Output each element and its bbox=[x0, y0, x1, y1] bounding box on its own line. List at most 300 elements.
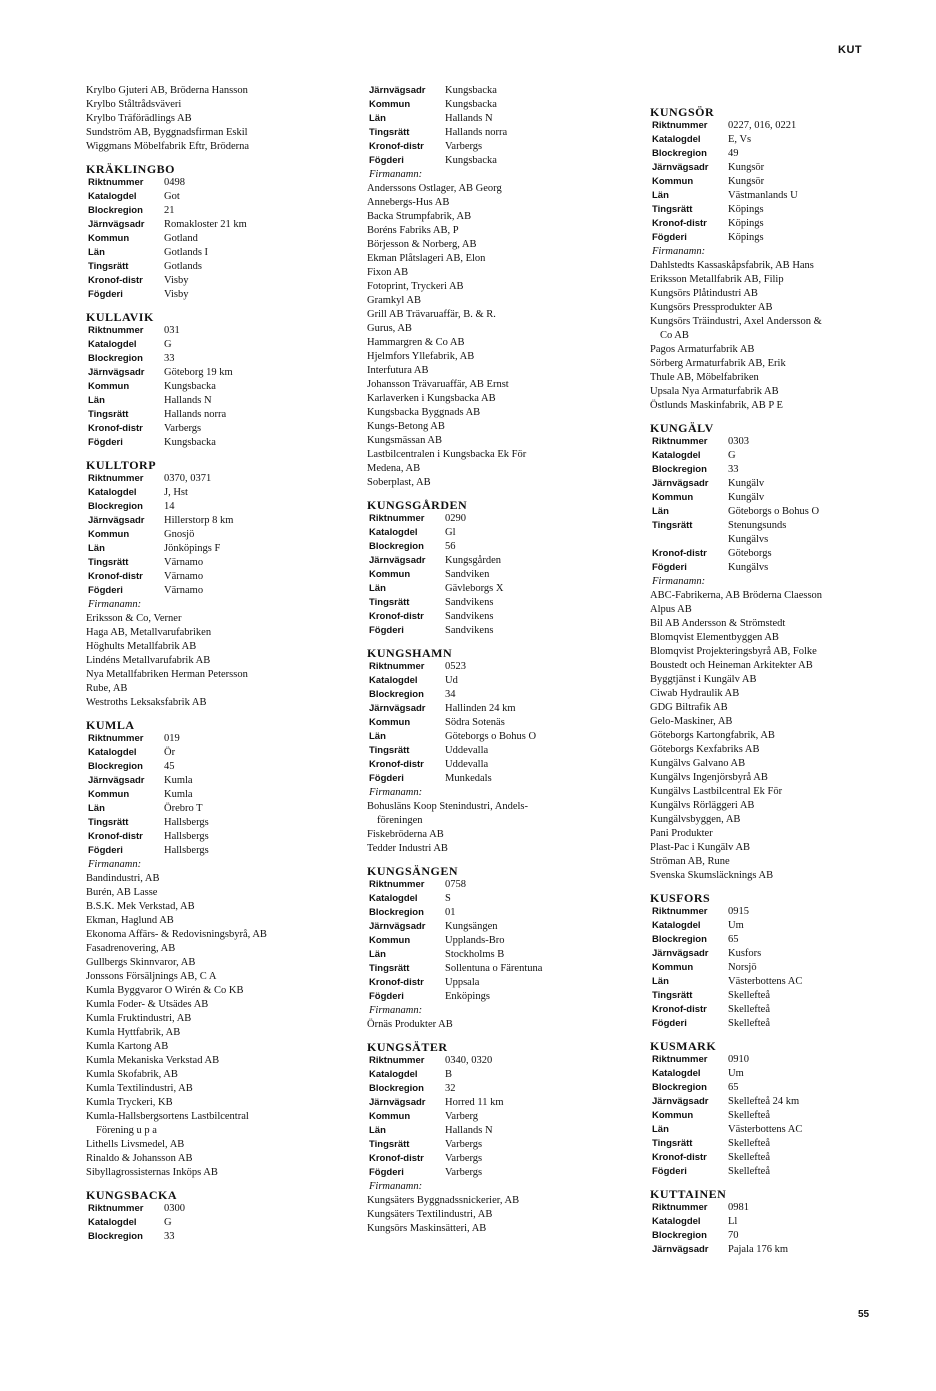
field-value: J, Hst bbox=[164, 487, 188, 498]
field-row bbox=[367, 934, 629, 948]
field-row bbox=[367, 688, 629, 702]
field-value: 0370, 0371 bbox=[164, 473, 212, 484]
field-value: Norsjö bbox=[728, 962, 757, 973]
firm-name: Kungälvs Ingenjörsbyrå AB bbox=[650, 772, 768, 783]
field-value: Hallsbergs bbox=[164, 831, 209, 842]
firm-name: Kungälvsbyggen, AB bbox=[650, 814, 741, 825]
field-value: B bbox=[445, 1069, 453, 1080]
field-value: Gl bbox=[445, 527, 456, 538]
field-value: Sandvikens bbox=[445, 625, 494, 636]
firm-name: Sibyllagrossisternas Inköps AB bbox=[86, 1167, 218, 1178]
field-row bbox=[650, 1151, 912, 1165]
field-label: Järnvägsadr bbox=[369, 921, 426, 932]
firm-name: Jonssons Försäljnings AB, C A bbox=[86, 971, 217, 982]
field-label: Blockregion bbox=[369, 541, 424, 552]
firm-name: Kungsmässan AB bbox=[367, 435, 442, 446]
field-row bbox=[650, 477, 912, 491]
firm-name: Kungälvs Rörläggeri AB bbox=[650, 800, 755, 811]
firm-name: Wiggmans Möbelfabrik Eftr, Bröderna bbox=[86, 141, 250, 152]
field-label: Fögderi bbox=[652, 562, 687, 573]
place-heading: KUNGSBACKA bbox=[86, 1188, 178, 1202]
firm-name: Sundström AB, Byggnadsfirman Eskil bbox=[86, 127, 248, 138]
firm-name: Ekonoma Affärs- & Redovisningsbyrå, AB bbox=[86, 929, 267, 940]
firm-name: Bandindustri, AB bbox=[86, 873, 160, 884]
field-row bbox=[650, 1229, 912, 1243]
field-label: Tingsrätt bbox=[88, 817, 129, 828]
field-row bbox=[86, 472, 348, 486]
firm-name: Förening u p a bbox=[96, 1125, 157, 1136]
field-value: Kumla bbox=[164, 775, 193, 786]
firm-name: Annebergs-Hus AB bbox=[367, 197, 450, 208]
field-row bbox=[650, 1081, 912, 1095]
field-value: 21 bbox=[164, 205, 175, 216]
field-value: 0290 bbox=[445, 513, 466, 524]
firm-name: Göteborgs Kartongfabrik, AB bbox=[650, 730, 775, 741]
field-value: Um bbox=[728, 920, 744, 931]
field-row bbox=[650, 189, 912, 203]
page-number: 55 bbox=[858, 1309, 870, 1320]
field-label: Järnvägsadr bbox=[88, 219, 145, 230]
field-row bbox=[367, 84, 629, 98]
firm-name: Ströman AB, Rune bbox=[650, 856, 730, 867]
field-value: Skellefteå bbox=[728, 1110, 770, 1121]
field-row bbox=[367, 1096, 629, 1110]
field-label: Län bbox=[369, 583, 386, 594]
field-value: Horred 11 km bbox=[445, 1097, 504, 1108]
firm-name: Fasadrenovering, AB bbox=[86, 943, 176, 954]
field-value: Kungsbacka bbox=[164, 437, 216, 448]
field-row bbox=[367, 540, 629, 554]
field-value: 56 bbox=[445, 541, 456, 552]
field-row bbox=[367, 772, 629, 786]
field-row bbox=[650, 933, 912, 947]
field-row bbox=[86, 274, 348, 288]
field-value: Kungsör bbox=[728, 162, 765, 173]
firm-name: Fixon AB bbox=[367, 267, 409, 278]
field-label: Riktnummer bbox=[88, 733, 144, 744]
field-label: Blockregion bbox=[369, 1083, 424, 1094]
firm-name: Sörberg Armaturfabrik AB, Erik bbox=[650, 358, 786, 369]
field-row bbox=[86, 246, 348, 260]
directory-section bbox=[86, 310, 348, 450]
field-row bbox=[86, 288, 348, 302]
field-label: Kronof-distr bbox=[369, 611, 424, 622]
field-label: Tingsrätt bbox=[369, 745, 410, 756]
field-label: Katalogdel bbox=[652, 920, 701, 931]
field-row bbox=[367, 512, 629, 526]
firm-name: Krylbo Träförädlings AB bbox=[86, 113, 192, 124]
firm-list-label: Firmanamn: bbox=[369, 1181, 423, 1192]
field-row bbox=[650, 533, 912, 547]
field-value: Romakloster 21 km bbox=[164, 219, 247, 230]
field-value: 031 bbox=[164, 325, 180, 336]
field-row bbox=[367, 744, 629, 758]
field-value: Sollentuna o Färentuna bbox=[445, 963, 543, 974]
field-label: Fögderi bbox=[369, 625, 404, 636]
field-row bbox=[367, 990, 629, 1004]
firm-name: Kumla Skofabrik, AB bbox=[86, 1069, 178, 1080]
field-label: Kronof-distr bbox=[88, 423, 143, 434]
firm-name: Rube, AB bbox=[86, 683, 128, 694]
field-row bbox=[86, 500, 348, 514]
field-row bbox=[650, 1017, 912, 1031]
field-row bbox=[650, 203, 912, 217]
firm-name: Kungs-Betong AB bbox=[367, 421, 445, 432]
field-row bbox=[367, 1082, 629, 1096]
field-label: Kommun bbox=[369, 569, 411, 580]
firm-name: Kungsäters Byggnadssnickerier, AB bbox=[367, 1195, 520, 1206]
firm-name: Kungsörs Träindustri, Axel Andersson & bbox=[650, 316, 822, 327]
field-value: Kungsbacka bbox=[164, 381, 216, 392]
field-label: Kommun bbox=[369, 935, 411, 946]
field-row bbox=[650, 1003, 912, 1017]
field-row bbox=[367, 878, 629, 892]
field-row bbox=[367, 610, 629, 624]
field-row bbox=[86, 584, 348, 598]
field-row bbox=[86, 422, 348, 436]
field-value: Köpings bbox=[728, 232, 764, 243]
field-label: Katalogdel bbox=[88, 191, 137, 202]
field-label: Tingsrätt bbox=[369, 963, 410, 974]
field-value: 0227, 016, 0221 bbox=[728, 120, 797, 131]
field-label: Katalogdel bbox=[369, 675, 418, 686]
field-row bbox=[650, 217, 912, 231]
field-label: Län bbox=[652, 976, 669, 987]
firm-name: GDG Biltrafik AB bbox=[650, 702, 728, 713]
field-row bbox=[650, 919, 912, 933]
field-label: Katalogdel bbox=[88, 747, 137, 758]
field-label: Katalogdel bbox=[652, 134, 701, 145]
field-row bbox=[367, 1054, 629, 1068]
field-row bbox=[86, 514, 348, 528]
field-label: Kommun bbox=[652, 492, 694, 503]
field-row bbox=[367, 126, 629, 140]
firm-name: Hjelmfors Yllefabrik, AB bbox=[367, 351, 475, 362]
field-label: Katalogdel bbox=[88, 1217, 137, 1228]
field-value: Hallands N bbox=[445, 113, 493, 124]
firm-name: Hammargren & Co AB bbox=[367, 337, 465, 348]
field-row bbox=[650, 519, 912, 533]
field-label: Tingsrätt bbox=[369, 597, 410, 608]
field-value: 65 bbox=[728, 934, 739, 945]
field-value: Hallands norra bbox=[445, 127, 508, 138]
field-label: Kommun bbox=[88, 529, 130, 540]
field-value: 019 bbox=[164, 733, 180, 744]
field-value: Kungsbacka bbox=[445, 155, 497, 166]
field-value: 0340, 0320 bbox=[445, 1055, 493, 1066]
field-value: Södra Sotenäs bbox=[445, 717, 505, 728]
field-row bbox=[650, 905, 912, 919]
field-row bbox=[367, 554, 629, 568]
field-row bbox=[86, 570, 348, 584]
firm-name: Pani Produkter bbox=[650, 828, 713, 839]
field-label: Kommun bbox=[88, 789, 130, 800]
field-row bbox=[650, 147, 912, 161]
field-value: 49 bbox=[728, 148, 739, 159]
field-label: Järnvägsadr bbox=[369, 1097, 426, 1108]
field-row bbox=[367, 730, 629, 744]
field-row bbox=[86, 486, 348, 500]
firm-name: B.S.K. Mek Verkstad, AB bbox=[86, 901, 195, 912]
field-label: Kronof-distr bbox=[652, 218, 707, 229]
field-value: 70 bbox=[728, 1230, 739, 1241]
field-value: Stenungsunds bbox=[728, 520, 787, 531]
field-row bbox=[86, 394, 348, 408]
field-row bbox=[86, 1216, 348, 1230]
field-label: Katalogdel bbox=[88, 487, 137, 498]
field-value: Um bbox=[728, 1068, 744, 1079]
firm-name: Kumla Fruktindustri, AB bbox=[86, 1013, 192, 1024]
field-label: Fögderi bbox=[652, 1166, 687, 1177]
place-heading: KUNGSÄNGEN bbox=[367, 864, 459, 878]
field-value: Pajala 176 km bbox=[728, 1244, 789, 1255]
field-label: Riktnummer bbox=[652, 906, 708, 917]
field-row bbox=[650, 449, 912, 463]
field-row bbox=[86, 436, 348, 450]
field-row bbox=[650, 175, 912, 189]
field-value: 0981 bbox=[728, 1202, 749, 1213]
field-value: Hallinden 24 km bbox=[445, 703, 516, 714]
directory-section bbox=[650, 1187, 912, 1257]
field-value: 0498 bbox=[164, 177, 185, 188]
directory-section bbox=[650, 1039, 912, 1179]
field-value: 34 bbox=[445, 689, 456, 700]
field-label: Län bbox=[369, 113, 386, 124]
field-label: Riktnummer bbox=[652, 120, 708, 131]
firm-name: Eriksson & Co, Verner bbox=[86, 613, 182, 624]
field-row bbox=[650, 1067, 912, 1081]
place-heading: KULLAVIK bbox=[86, 310, 154, 324]
field-label: Katalogdel bbox=[652, 1216, 701, 1227]
field-row bbox=[650, 505, 912, 519]
firm-name: Gurus, AB bbox=[367, 323, 412, 334]
firm-name: Bil AB Andersson & Strömstedt bbox=[650, 618, 786, 629]
field-row bbox=[650, 947, 912, 961]
field-value: Värnamo bbox=[164, 557, 204, 568]
field-label: Blockregion bbox=[88, 353, 143, 364]
firm-name: Alpus AB bbox=[650, 604, 692, 615]
field-row bbox=[650, 133, 912, 147]
field-row bbox=[367, 948, 629, 962]
field-value: 45 bbox=[164, 761, 175, 772]
field-value: 14 bbox=[164, 501, 175, 512]
field-label: Järnvägsadr bbox=[369, 555, 426, 566]
field-value: Munkedals bbox=[445, 773, 492, 784]
field-row bbox=[86, 366, 348, 380]
field-value: Hillerstorp 8 km bbox=[164, 515, 234, 526]
firm-name: Anderssons Ostlager, AB Georg bbox=[367, 183, 502, 194]
firm-name: Lindéns Metallvarufabrik AB bbox=[86, 655, 211, 666]
firm-name: Göteborgs Kexfabriks AB bbox=[650, 744, 760, 755]
field-label: Riktnummer bbox=[652, 1054, 708, 1065]
field-value: Göteborg 19 km bbox=[164, 367, 233, 378]
field-value: Gotlands bbox=[164, 261, 202, 272]
field-value: Skellefteå bbox=[728, 1152, 770, 1163]
firm-name: Bohusläns Koop Stenindustri, Andels- bbox=[367, 801, 529, 812]
field-label: Fögderi bbox=[369, 155, 404, 166]
field-label: Blockregion bbox=[652, 464, 707, 475]
firm-name: Burén, AB Lasse bbox=[86, 887, 158, 898]
firm-name: Ciwab Hydraulik AB bbox=[650, 688, 740, 699]
field-label: Riktnummer bbox=[88, 1203, 144, 1214]
field-value: G bbox=[728, 450, 736, 461]
firm-name: Pagos Armaturfabrik AB bbox=[650, 344, 755, 355]
field-row bbox=[650, 161, 912, 175]
firm-name: Fiskebröderna AB bbox=[367, 829, 444, 840]
field-label: Kommun bbox=[369, 1111, 411, 1122]
column-1 bbox=[86, 84, 348, 1244]
field-value: 0758 bbox=[445, 879, 466, 890]
field-value: Kungsbacka bbox=[445, 99, 497, 110]
field-row bbox=[86, 746, 348, 760]
place-heading: KULLTORP bbox=[86, 458, 157, 472]
field-row bbox=[650, 1243, 912, 1257]
field-label: Blockregion bbox=[88, 1231, 143, 1242]
field-value: 33 bbox=[728, 464, 739, 475]
field-label: Län bbox=[88, 247, 105, 258]
field-value: Köpings bbox=[728, 218, 764, 229]
field-value: 33 bbox=[164, 353, 175, 364]
field-value: Uddevalla bbox=[445, 745, 489, 756]
field-row bbox=[86, 760, 348, 774]
field-label: Fögderi bbox=[88, 437, 123, 448]
field-label: Riktnummer bbox=[88, 473, 144, 484]
field-label: Kronof-distr bbox=[369, 977, 424, 988]
field-row bbox=[650, 989, 912, 1003]
field-label: Kronof-distr bbox=[652, 1152, 707, 1163]
field-row bbox=[367, 892, 629, 906]
field-value: 0523 bbox=[445, 661, 466, 672]
field-row bbox=[86, 176, 348, 190]
field-label: Län bbox=[88, 395, 105, 406]
field-label: Blockregion bbox=[652, 1082, 707, 1093]
field-label: Riktnummer bbox=[652, 436, 708, 447]
place-heading: KUSFORS bbox=[650, 891, 711, 905]
firm-name: Kungälvs Lastbilcentral Ek För bbox=[650, 786, 783, 797]
field-label: Kronof-distr bbox=[652, 1004, 707, 1015]
place-heading: KUMLA bbox=[86, 718, 135, 732]
field-value: Enköpings bbox=[445, 991, 490, 1002]
field-row bbox=[367, 568, 629, 582]
field-value: 0300 bbox=[164, 1203, 185, 1214]
field-row bbox=[367, 1138, 629, 1152]
field-value: Kungälv bbox=[728, 478, 765, 489]
directory-section bbox=[86, 718, 348, 1180]
field-value: Uppsala bbox=[445, 977, 480, 988]
field-label: Fögderi bbox=[369, 1167, 404, 1178]
field-row bbox=[86, 338, 348, 352]
firm-name: Gelo-Maskiner, AB bbox=[650, 716, 733, 727]
field-row bbox=[367, 1124, 629, 1138]
firm-name: Westroths Leksaksfabrik AB bbox=[86, 697, 207, 708]
field-value: Skellefteå bbox=[728, 990, 770, 1001]
field-label: Kommun bbox=[88, 233, 130, 244]
firm-name: Ekman Plåtslageri AB, Elon bbox=[367, 253, 486, 264]
field-row bbox=[86, 802, 348, 816]
field-value: Skellefteå bbox=[728, 1166, 770, 1177]
field-row bbox=[86, 218, 348, 232]
field-value: Kusfors bbox=[728, 948, 762, 959]
field-label: Järnvägsadr bbox=[652, 948, 709, 959]
field-value: Stockholms B bbox=[445, 949, 505, 960]
field-row bbox=[367, 596, 629, 610]
directory-section bbox=[650, 891, 912, 1031]
field-label: Riktnummer bbox=[369, 879, 425, 890]
field-row bbox=[367, 526, 629, 540]
firm-name: Soberplast, AB bbox=[367, 477, 431, 488]
field-value: Varberg bbox=[445, 1111, 479, 1122]
field-value: Varbergs bbox=[445, 1153, 483, 1164]
firm-name: Kungälvs Galvano AB bbox=[650, 758, 746, 769]
field-value: Sandviken bbox=[445, 569, 490, 580]
firm-name: Ekman, Haglund AB bbox=[86, 915, 174, 926]
field-label: Katalogdel bbox=[652, 450, 701, 461]
field-label: Katalogdel bbox=[369, 893, 418, 904]
field-label: Järnvägsadr bbox=[369, 703, 426, 714]
field-label: Fögderi bbox=[88, 289, 123, 300]
firm-name: Co AB bbox=[660, 330, 689, 341]
directory-section bbox=[367, 84, 629, 490]
firm-name: Nya Metallfabriken Herman Petersson bbox=[86, 669, 248, 680]
field-row bbox=[367, 674, 629, 688]
firm-list-label: Firmanamn: bbox=[88, 599, 142, 610]
field-label: Län bbox=[652, 1124, 669, 1135]
directory-section bbox=[367, 498, 629, 638]
field-row bbox=[86, 232, 348, 246]
field-label: Blockregion bbox=[652, 1230, 707, 1241]
firm-name: Kungsörs Plåtindustri AB bbox=[650, 288, 758, 299]
field-row bbox=[650, 1109, 912, 1123]
firm-name: Östlunds Maskinfabrik, AB P E bbox=[650, 400, 783, 411]
directory-section bbox=[650, 105, 912, 413]
field-value: G bbox=[164, 1217, 172, 1228]
firm-name: Interfutura AB bbox=[367, 365, 429, 376]
field-row bbox=[86, 816, 348, 830]
firm-name: ABC-Fabrikerna, AB Bröderna Claesson bbox=[650, 590, 823, 601]
directory-section bbox=[367, 646, 629, 856]
field-row bbox=[367, 906, 629, 920]
field-label: Järnvägsadr bbox=[88, 515, 145, 526]
field-label: Kommun bbox=[88, 381, 130, 392]
field-value: Skellefteå 24 km bbox=[728, 1096, 800, 1107]
field-row bbox=[650, 1215, 912, 1229]
field-row bbox=[650, 119, 912, 133]
field-label: Län bbox=[369, 1125, 386, 1136]
place-heading: KUNGSÄTER bbox=[367, 1040, 448, 1054]
directory-section bbox=[86, 1188, 348, 1244]
field-row bbox=[86, 732, 348, 746]
firm-name: Kumla Byggvaror O Wirén & Co KB bbox=[86, 985, 244, 996]
firm-name: Haga AB, Metallvarufabriken bbox=[86, 627, 212, 638]
field-row bbox=[650, 491, 912, 505]
firm-name: Thule AB, Möbelfabriken bbox=[650, 372, 759, 383]
field-row bbox=[650, 435, 912, 449]
field-row bbox=[367, 140, 629, 154]
firm-list-label: Firmanamn: bbox=[369, 169, 423, 180]
field-row bbox=[367, 1110, 629, 1124]
firm-list-label: Firmanamn: bbox=[369, 1005, 423, 1016]
field-label: Kronof-distr bbox=[88, 275, 143, 286]
field-label: Tingsrätt bbox=[369, 127, 410, 138]
field-value: Gävleborgs X bbox=[445, 583, 504, 594]
field-value: Västerbottens AC bbox=[728, 976, 803, 987]
field-value: 0303 bbox=[728, 436, 749, 447]
firm-name: Kungsbacka Byggnads AB bbox=[367, 407, 481, 418]
field-label: Fögderi bbox=[369, 991, 404, 1002]
field-value: Hallands norra bbox=[164, 409, 227, 420]
field-value: Kungsgården bbox=[445, 555, 501, 566]
firm-name: Kungsörs Pressprodukter AB bbox=[650, 302, 773, 313]
